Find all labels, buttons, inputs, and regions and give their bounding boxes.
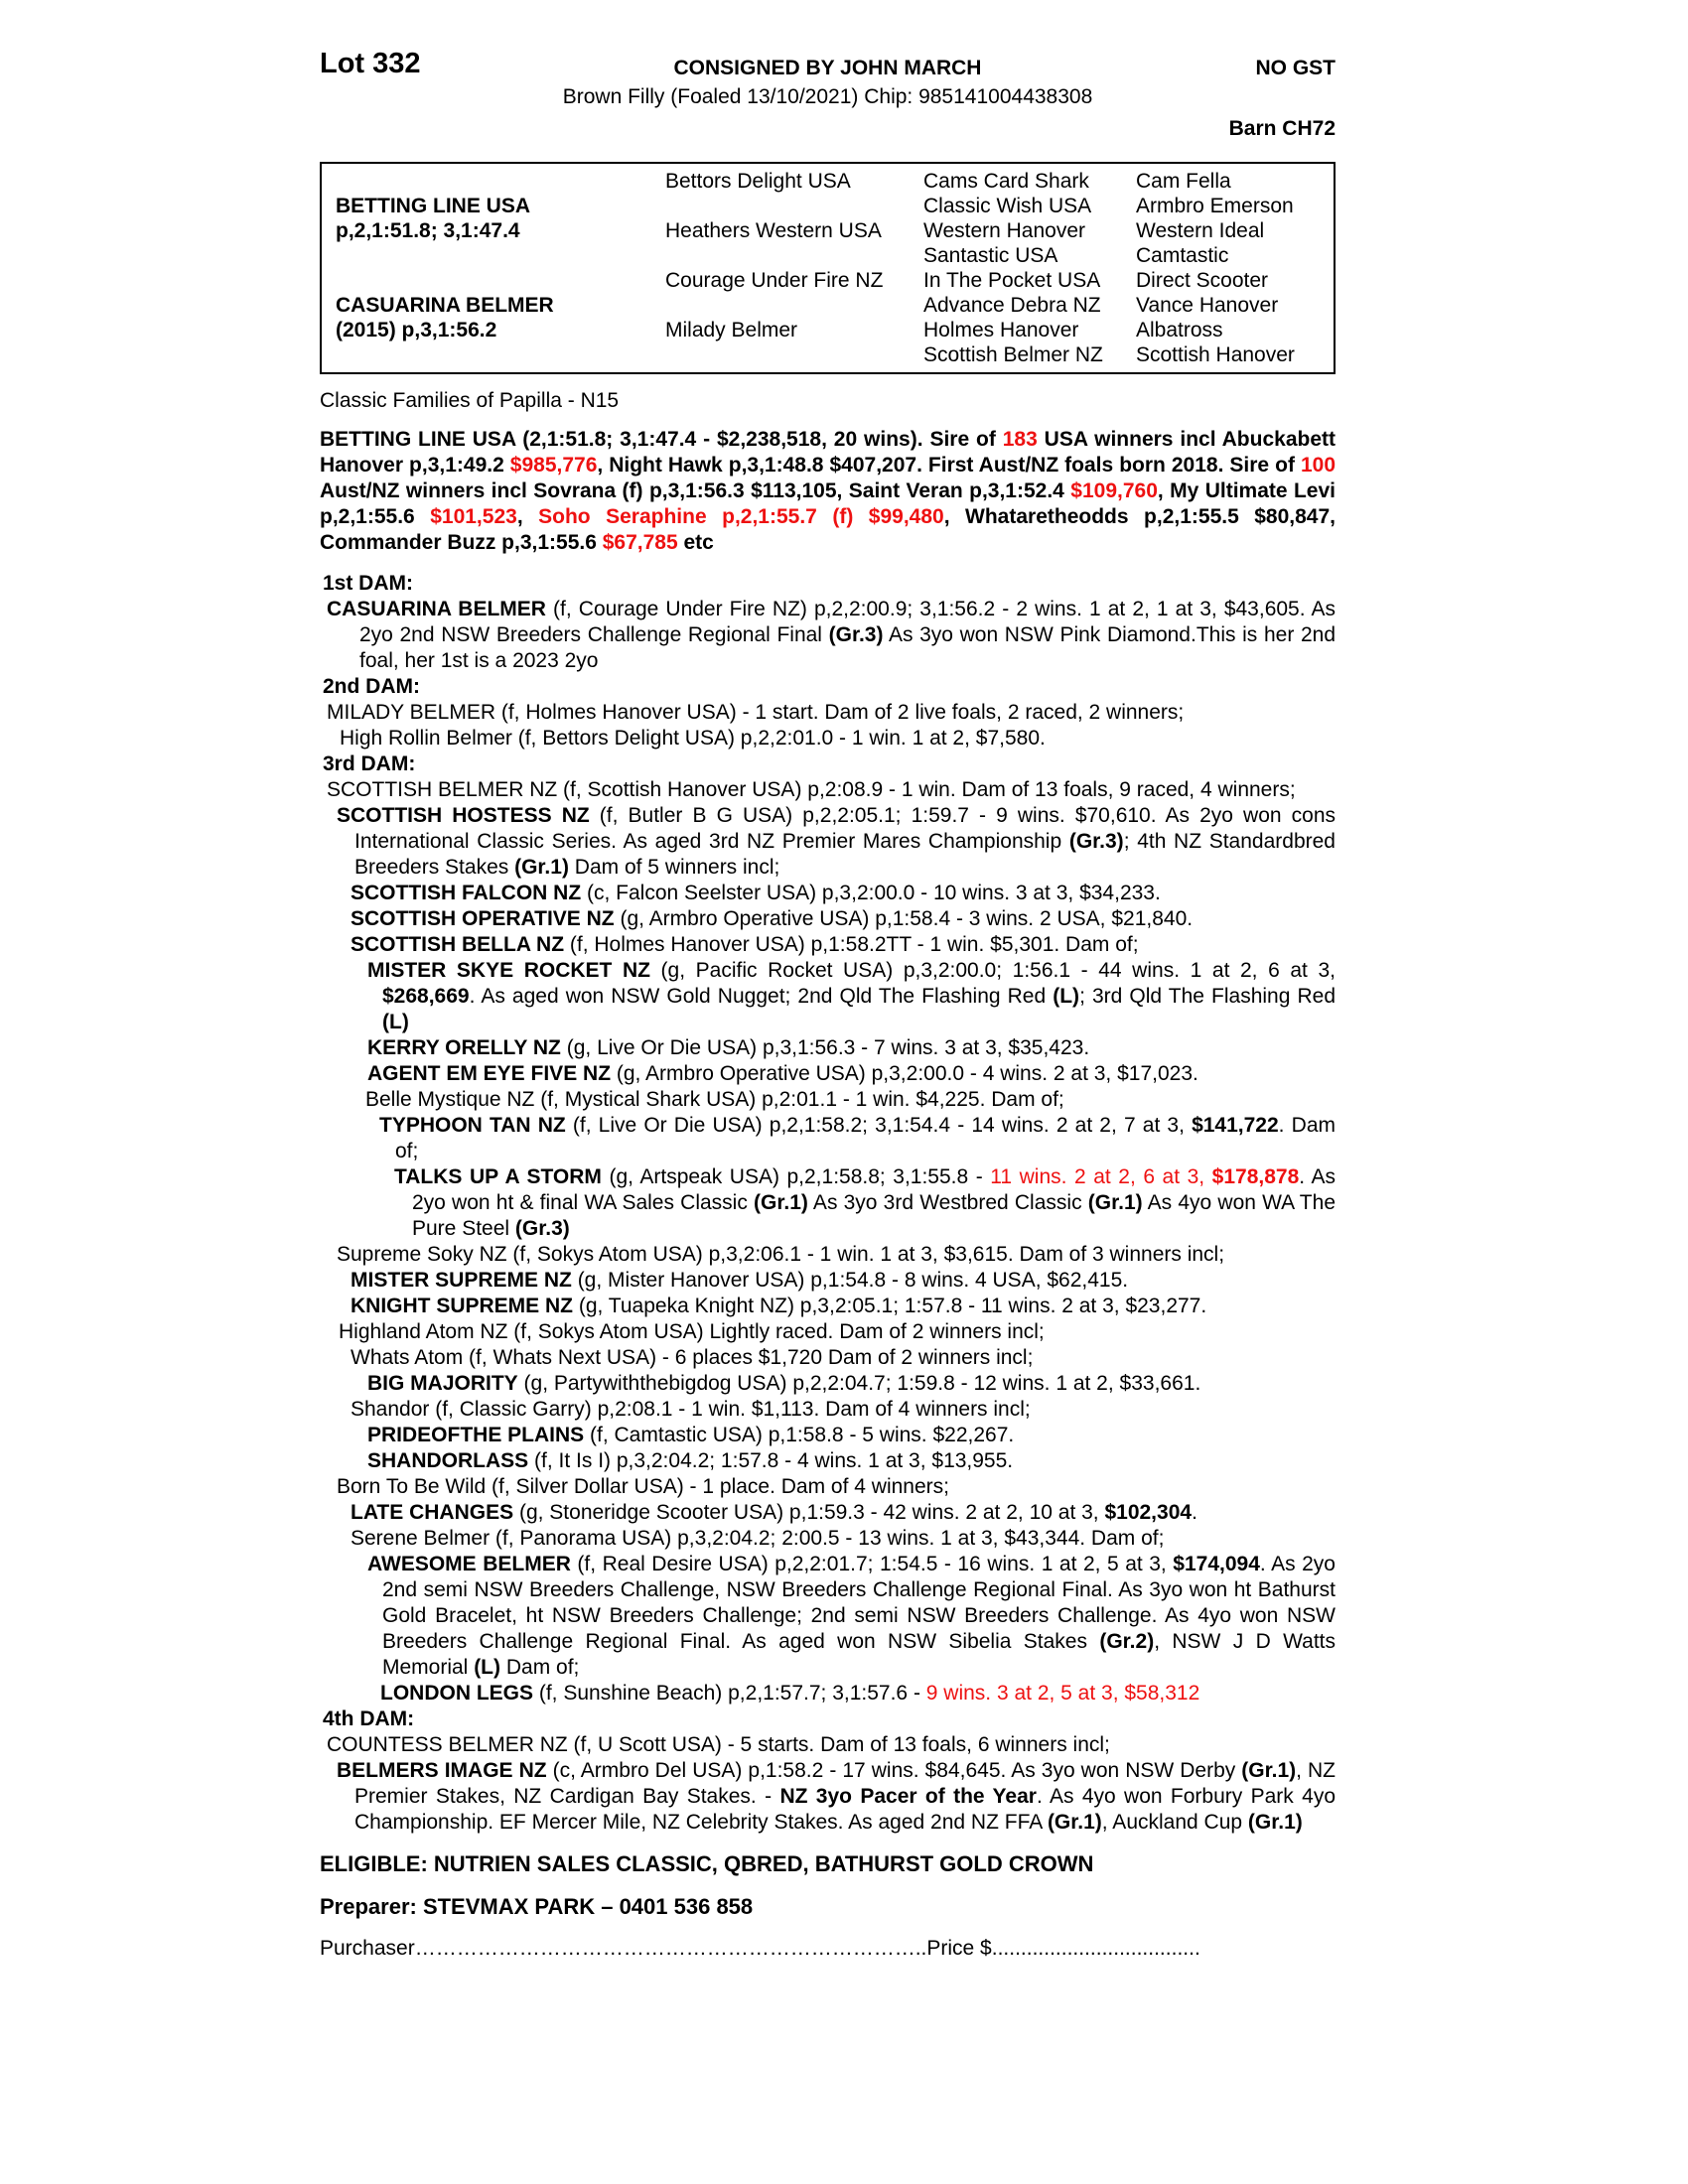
- text-segment: . As aged won NSW Gold Nugget; 2nd Qld The Flashing Red: [469, 985, 1054, 1008]
- text-segment: etc: [677, 531, 714, 554]
- text-segment: AWESOME BELMER: [367, 1553, 571, 1575]
- text-segment: 2nd DAM:: [323, 675, 420, 698]
- text-segment: . Dam of;: [395, 1114, 1336, 1162]
- text-segment: (Gr.1): [754, 1191, 808, 1214]
- text-segment: MISTER SKYE ROCKET NZ: [367, 959, 650, 982]
- text-segment: (g, Artspeak USA) p,2,1:58.8; 3,1:55.8 -: [601, 1165, 991, 1188]
- text-segment: 11 wins. 2 at 2, 6 at 3,: [990, 1165, 1212, 1188]
- pedigree-entry: [320, 1500, 1336, 1526]
- text-segment: (g, Armbro Operative USA) p,1:58.4 - 3 wins. 2 USA, $21,840.: [614, 907, 1194, 930]
- text-segment: SCOTTISH HOSTESS NZ: [337, 804, 590, 827]
- pedigree-cell: Milady Belmer: [665, 319, 798, 341]
- barn-label: Barn CH72: [1228, 117, 1336, 140]
- text-segment: SCOTTISH BELMER NZ (f, Scottish Hanover USA) p,2:08.9 - 1 win. Dam of 13 foals, 9 raced, 4 winners;: [327, 778, 1296, 801]
- text-segment: (g, Stoneridge Scooter USA) p,1:59.3 - 42 wins. 2 at 2, 10 at 3,: [513, 1501, 1105, 1524]
- text-segment: BELMERS IMAGE NZ: [337, 1759, 547, 1782]
- text-segment: Serene Belmer (f, Panorama USA) p,3,2:04.2; 2:00.5 - 13 wins. 1 at 3, $43,344. Dam of;: [351, 1527, 1165, 1550]
- text-segment: (Gr.1): [1047, 1811, 1102, 1834]
- text-segment: , Auckland Cup: [1101, 1811, 1248, 1834]
- text-segment: 183: [1002, 428, 1038, 451]
- text-segment: $268,669: [382, 985, 470, 1008]
- text-segment: $141,722: [1192, 1114, 1279, 1137]
- text-segment: Shandor (f, Classic Garry) p,2:08.1 - 1 win. $1,113. Dam of 4 winners incl;: [351, 1398, 1031, 1421]
- pedigree-entry: [320, 1423, 1336, 1448]
- pedigree-cell: Scottish Hanover: [1136, 343, 1295, 366]
- text-segment: (f, Holmes Hanover USA) p,1:58.2TT - 1 win. $5,301. Dam of;: [564, 933, 1139, 956]
- pedigree-entry: [320, 1242, 1336, 1268]
- pedigree-cell: Cams Card Shark: [923, 170, 1089, 193]
- text-segment: ,: [516, 505, 539, 528]
- text-segment: PRIDEOFTHE PLAINS: [367, 1424, 585, 1446]
- pedigree-cell: CASUARINA BELMER: [336, 294, 554, 317]
- pedigree-entry: [320, 1087, 1336, 1113]
- text-segment: (Gr.1): [514, 856, 569, 879]
- text-segment: (Gr.3): [1068, 830, 1124, 853]
- pedigree-cell: Camtastic: [1136, 244, 1229, 267]
- text-segment: CASUARINA BELMER: [327, 598, 546, 620]
- text-segment: ; 4th NZ Standardbred Breeders Stakes: [354, 830, 1336, 879]
- pedigree-cell: In The Pocket USA: [923, 269, 1101, 292]
- text-segment: Soho Seraphine p,2,1:55.7 (f) $99,480: [538, 505, 944, 528]
- pedigree-cell: Holmes Hanover: [923, 319, 1079, 341]
- pedigree-entry: [320, 1268, 1336, 1294]
- text-segment: SHANDORLASS: [367, 1449, 529, 1472]
- text-segment: TALKS UP A STORM: [394, 1165, 602, 1188]
- text-segment: (L): [1053, 985, 1080, 1008]
- pedigree-entry: [320, 597, 1336, 674]
- text-segment: (L): [382, 1011, 409, 1033]
- text-segment: (Gr.3): [828, 623, 884, 646]
- text-segment: , Whataretheodds p,2,1:55.5 $80,847, Commander Buzz p,3,1:55.6: [320, 505, 1336, 554]
- text-segment: 9 wins. 3 at 2, 5 at 3, $58,312: [925, 1682, 1200, 1705]
- pedigree-cell: Western Ideal: [1136, 219, 1265, 242]
- pedigree-entries: [320, 571, 1336, 1836]
- pedigree-cell: BETTING LINE USA: [336, 195, 531, 217]
- pedigree-entry: [320, 958, 1336, 1035]
- text-segment: .: [1192, 1501, 1197, 1524]
- pedigree-cell: (2015) p,3,1:56.2: [336, 319, 497, 341]
- text-segment: Dam of;: [500, 1656, 580, 1679]
- text-segment: BETTING LINE USA (2,1:51.8; 3,1:47.4 - $2,238,518, 20 wins). Sire of: [320, 428, 1003, 451]
- text-segment: (Gr.1): [1247, 1811, 1303, 1834]
- text-segment: 4th DAM:: [323, 1707, 415, 1730]
- preparer-line: Preparer: STEVMAX PARK – 0401 536 858: [320, 1894, 754, 1919]
- text-segment: (f, Butler B G USA) p,2,2:05.1; 1:59.7 - 9 wins. $70,610. As 2yo won cons International Classic Series. As aged 3rd NZ Premier Mares Championship: [354, 804, 1336, 853]
- text-segment: MILADY BELMER (f, Holmes Hanover USA) - 1 start. Dam of 2 live foals, 2 raced, 2 winners;: [327, 701, 1185, 724]
- text-segment: LONDON LEGS: [380, 1682, 534, 1705]
- pedigree-cell: Bettors Delight USA: [665, 170, 851, 193]
- pedigree-cell: p,2,1:51.8; 3,1:47.4: [336, 219, 520, 242]
- text-segment: NZ 3yo Pacer of the Year: [779, 1785, 1037, 1808]
- dam-header: [320, 751, 1336, 777]
- pedigree-entry: [320, 1397, 1336, 1423]
- dam-header: [320, 1706, 1336, 1732]
- text-segment: (f, Camtastic USA) p,1:58.8 - 5 wins. $22,267.: [584, 1424, 1015, 1446]
- no-gst-label: NO GST: [1255, 57, 1336, 79]
- text-segment: $101,523: [430, 505, 517, 528]
- text-segment: (c, Armbro Del USA) p,1:58.2 - 17 wins. $84,645. As 3yo won NSW Derby: [546, 1759, 1242, 1782]
- pedigree-entry: [320, 1448, 1336, 1474]
- text-segment: 100: [1300, 454, 1336, 477]
- text-segment: , Night Hawk p,3,1:48.8 $407,207. First Aust/NZ foals born 2018. Sire of: [597, 454, 1301, 477]
- text-segment: (g, Live Or Die USA) p,3,1:56.3 - 7 wins. 3 at 3, $35,423.: [560, 1036, 1090, 1059]
- text-segment: , My Ultimate Levi p,2,1:55.6: [320, 479, 1336, 528]
- text-segment: Born To Be Wild (f, Silver Dollar USA) - 1 place. Dam of 4 winners;: [337, 1475, 949, 1498]
- text-segment: $174,094: [1173, 1553, 1260, 1575]
- pedigree-entry: [320, 906, 1336, 932]
- text-segment: 3rd DAM:: [323, 752, 416, 775]
- text-segment: (f, Courage Under Fire NZ) p,2,2:00.9; 3,1:56.2 - 2 wins. 1 at 2, 1 at 3, $43,605. As 2yo 2nd NSW Breeders Challenge Regional Final: [359, 598, 1336, 646]
- pedigree-entry: [320, 1758, 1336, 1836]
- text-segment: KERRY ORELLY NZ: [367, 1036, 561, 1059]
- pedigree-entry: [320, 700, 1336, 726]
- pedigree-entry: [320, 932, 1336, 958]
- text-segment: BIG MAJORITY: [367, 1372, 518, 1395]
- text-segment: Highland Atom NZ (f, Sokys Atom USA) Lightly raced. Dam of 2 winners incl;: [339, 1320, 1045, 1343]
- pedigree-entry: [320, 1035, 1336, 1061]
- text-segment: $985,776: [509, 454, 598, 477]
- pedigree-entry: [320, 1113, 1336, 1164]
- pedigree-cell: Santastic USA: [923, 244, 1058, 267]
- text-segment: (c, Falcon Seelster USA) p,3,2:00.0 - 10 wins. 3 at 3, $34,233.: [581, 882, 1161, 904]
- pedigree-cell: Armbro Emerson: [1136, 195, 1294, 217]
- pedigree-entry: [320, 1552, 1336, 1681]
- text-segment: (f, Sunshine Beach) p,2,1:57.7; 3,1:57.6 -: [533, 1682, 926, 1705]
- text-segment: As 4yo won WA The Pure Steel: [412, 1191, 1336, 1240]
- text-segment: . As 2yo won ht & final WA Sales Classic: [412, 1165, 1336, 1214]
- pedigree-cell: Courage Under Fire NZ: [665, 269, 884, 292]
- pedigree-entry: [320, 726, 1336, 751]
- text-segment: SCOTTISH BELLA NZ: [351, 933, 565, 956]
- text-segment: $67,785: [602, 531, 678, 554]
- text-segment: MISTER SUPREME NZ: [351, 1269, 572, 1292]
- pedigree-cell: Vance Hanover: [1136, 294, 1279, 317]
- text-segment: (g, Armbro Operative USA) p,3,2:00.0 - 4 wins. 2 at 3, $17,023.: [611, 1062, 1198, 1085]
- pedigree-entry: [320, 1345, 1336, 1371]
- text-segment: Whats Atom (f, Whats Next USA) - 6 places $1,720 Dam of 2 winners incl;: [351, 1346, 1034, 1369]
- pedigree-entry: [320, 1732, 1336, 1758]
- pedigree-text-block: [320, 388, 1336, 1962]
- text-segment: Aust/NZ winners incl Sovrana (f) p,3,1:56.3 $113,105, Saint Veran p,3,1:52.4: [320, 479, 1071, 502]
- text-segment: (g, Tuapeka Knight NZ) p,3,2:05.1; 1:57.8 - 11 wins. 2 at 3, $23,277.: [573, 1295, 1207, 1317]
- text-segment: SCOTTISH FALCON NZ: [351, 882, 582, 904]
- pedigree-cell: Western Hanover: [923, 219, 1086, 242]
- family-classification: Classic Families of Papilla - N15: [320, 389, 620, 412]
- pedigree-entry: [320, 803, 1336, 881]
- pedigree-cell: Heathers Western USA: [665, 219, 882, 242]
- pedigree-cell: Albatross: [1136, 319, 1223, 341]
- text-segment: , NSW J D Watts Memorial: [382, 1630, 1336, 1679]
- pedigree-entry: [320, 1474, 1336, 1500]
- pedigree-entry: [320, 1371, 1336, 1397]
- text-segment: Belle Mystique NZ (f, Mystical Shark USA) p,2:01.1 - 1 win. $4,225. Dam of;: [365, 1088, 1064, 1111]
- pedigree-cell: Scottish Belmer NZ: [923, 343, 1103, 366]
- pedigree-cell: Classic Wish USA: [923, 195, 1092, 217]
- pedigree-entry: [320, 1294, 1336, 1319]
- text-segment: USA winners incl Abuckabett Hanover p,3,1:49.2: [320, 428, 1336, 477]
- text-segment: High Rollin Belmer (f, Bettors Delight USA) p,2,2:01.0 - 1 win. 1 at 2, $7,580.: [340, 727, 1046, 750]
- text-segment: As 3yo 3rd Westbred Classic: [807, 1191, 1088, 1214]
- text-segment: . As 2yo 2nd semi NSW Breeders Challenge, NSW Breeders Challenge Regional Final. As 3yo won ht Bathurst Gold Bracelet, ht NSW Breeders Challenge; 2nd semi NSW Breeders Challenge. As 4yo won NSW Breeders Challenge Regional Final. As aged won NSW Sibelia Stakes: [382, 1553, 1336, 1653]
- dam-header: [320, 571, 1336, 597]
- text-segment: (g, Partywiththebigdog USA) p,2,2:04.7; 1:59.8 - 12 wins. 1 at 2, $33,661.: [517, 1372, 1201, 1395]
- text-segment: ; 3rd Qld The Flashing Red: [1079, 985, 1336, 1008]
- lot-number: Lot 332: [320, 48, 421, 79]
- pedigree-cell: Direct Scooter: [1136, 269, 1269, 292]
- text-segment: (Gr.3): [514, 1217, 570, 1240]
- pedigree-entry: [320, 1061, 1336, 1087]
- sire-summary-paragraph: [320, 427, 1336, 556]
- text-segment: (L): [474, 1656, 501, 1679]
- text-segment: , NZ Premier Stakes, NZ Cardigan Bay Stakes. -: [354, 1759, 1336, 1808]
- text-segment: (f, It Is I) p,3,2:04.2; 1:57.8 - 4 wins. 1 at 3, $13,955.: [528, 1449, 1014, 1472]
- text-segment: TYPHOON TAN NZ: [379, 1114, 566, 1137]
- eligibility-line: ELIGIBLE: NUTRIEN SALES CLASSIC, QBRED, BATHURST GOLD CROWN: [320, 1851, 1094, 1876]
- text-segment: (Gr.1): [1087, 1191, 1143, 1214]
- text-segment: (Gr.2): [1099, 1630, 1155, 1653]
- horse-description: Brown Filly (Foaled 13/10/2021) Chip: 985141004438308: [562, 85, 1093, 108]
- pedigree-cell: Cam Fella: [1136, 170, 1231, 193]
- pedigree-table: [320, 162, 1336, 374]
- text-segment: (g, Mister Hanover USA) p,1:54.8 - 8 wins. 4 USA, $62,415.: [571, 1269, 1129, 1292]
- text-segment: (Gr.1): [1241, 1759, 1297, 1782]
- pedigree-entry: [320, 1526, 1336, 1552]
- consignor-title: CONSIGNED BY JOHN MARCH: [673, 57, 982, 79]
- text-segment: (g, Pacific Rocket USA) p,3,2:00.0; 1:56.1 - 44 wins. 1 at 2, 6 at 3,: [649, 959, 1336, 982]
- text-segment: LATE CHANGES: [351, 1501, 514, 1524]
- purchaser-price-line: Purchaser………………………………………………………………..Price $....................................: [320, 1937, 1200, 1960]
- text-segment: $102,304: [1104, 1501, 1193, 1524]
- text-segment: As 3yo won NSW Pink Diamond.This is her 2nd foal, her 1st is a 2023 2yo: [359, 623, 1336, 672]
- dam-header: [320, 674, 1336, 700]
- text-segment: . As 4yo won Forbury Park 4yo Championship. EF Mercer Mile, NZ Celebrity Stakes. As aged 2nd NZ FFA: [354, 1785, 1336, 1834]
- pedigree-entry: [320, 1319, 1336, 1345]
- text-segment: Supreme Soky NZ (f, Sokys Atom USA) p,3,2:06.1 - 1 win. 1 at 3, $3,615. Dam of 3 winners incl;: [337, 1243, 1225, 1266]
- text-segment: $109,760: [1070, 479, 1158, 502]
- text-segment: $178,878: [1211, 1165, 1300, 1188]
- pedigree-cell: Advance Debra NZ: [923, 294, 1101, 317]
- pedigree-entry: [320, 777, 1336, 803]
- text-segment: AGENT EM EYE FIVE NZ: [367, 1062, 612, 1085]
- pedigree-entry: [320, 1681, 1336, 1706]
- text-segment: 1st DAM:: [323, 572, 414, 595]
- text-segment: (f, Live Or Die USA) p,2,1:58.2; 3,1:54.4 - 14 wins. 2 at 2, 7 at 3,: [565, 1114, 1193, 1137]
- text-segment: KNIGHT SUPREME NZ: [351, 1295, 574, 1317]
- pedigree-entry: [320, 881, 1336, 906]
- pedigree-entry: [320, 1164, 1336, 1242]
- text-segment: (f, Real Desire USA) p,2,2:01.7; 1:54.5 - 16 wins. 1 at 2, 5 at 3,: [570, 1553, 1174, 1575]
- text-segment: COUNTESS BELMER NZ (f, U Scott USA) - 5 starts. Dam of 13 foals, 6 winners incl;: [327, 1733, 1110, 1756]
- text-segment: SCOTTISH OPERATIVE NZ: [351, 907, 615, 930]
- text-segment: Dam of 5 winners incl;: [568, 856, 780, 879]
